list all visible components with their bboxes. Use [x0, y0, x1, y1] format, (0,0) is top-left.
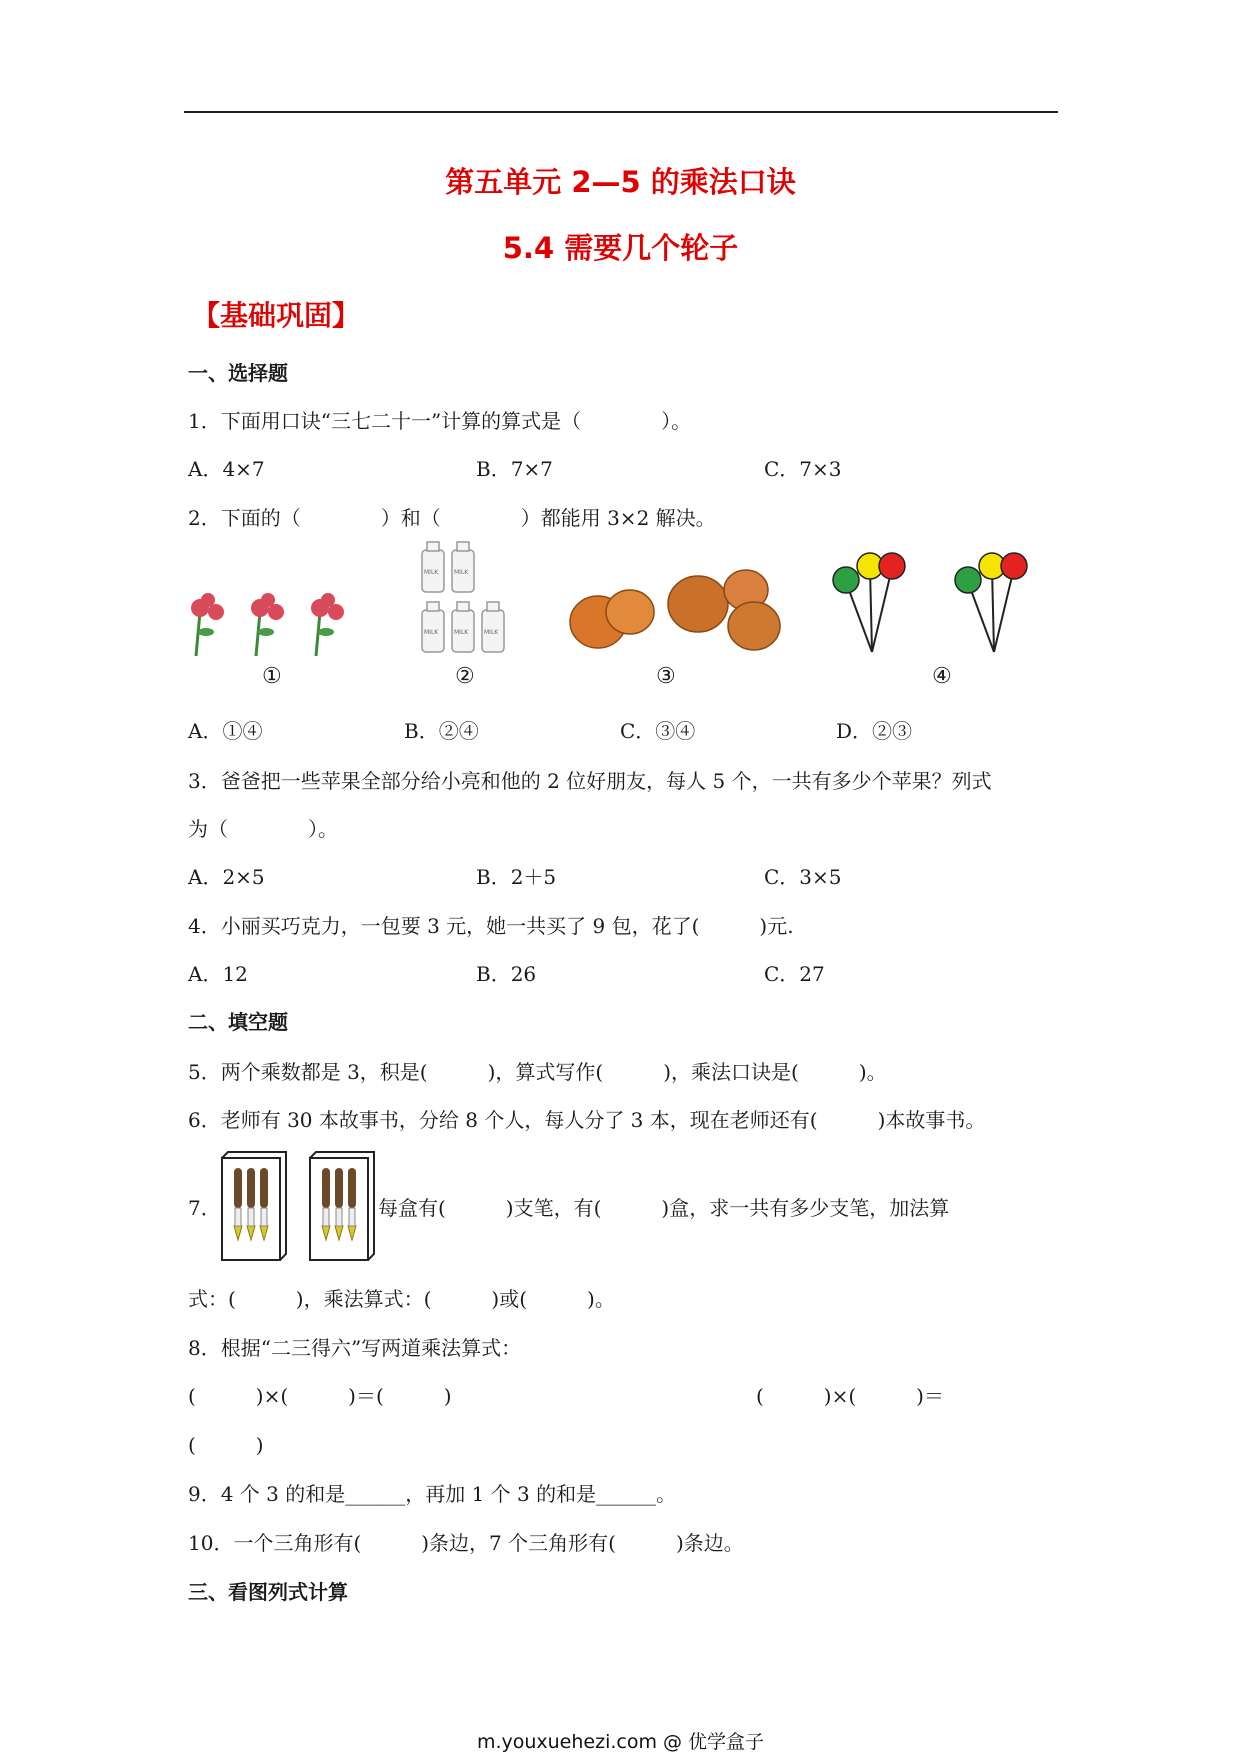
section-picture-title: 三、看图列式计算 [188, 1580, 348, 1604]
q2-option-a: A．①④ [188, 719, 263, 743]
lesson-title: 5.4 需要几个轮子 [502, 231, 739, 265]
milk-bottles-picture [416, 540, 526, 660]
q8-equation-2-result: ( ) [188, 1433, 264, 1457]
flowers-picture [186, 590, 370, 660]
q3-option-b: B．2＋5 [476, 865, 557, 889]
section-choice-title: 一、选择题 [188, 361, 288, 385]
q1-option-a: A．4×7 [188, 457, 265, 481]
bottle-label: MILK [424, 629, 439, 636]
question-2: 2．下面的（ ）和（ ）都能用 3×2 解决。 [188, 506, 716, 530]
q1-option-b: B．7×7 [476, 457, 553, 481]
q4-option-a: A．12 [188, 962, 248, 986]
picture-label-2: ② [455, 664, 475, 689]
header-rule [184, 111, 1058, 113]
question-7-number: 7． [188, 1196, 221, 1220]
q2-option-b: B．②④ [404, 719, 479, 743]
question-8: 8．根据“二三得六”写两道乘法算式： [188, 1336, 522, 1360]
q2-option-d: D．②③ [836, 719, 913, 743]
question-7-line-2: 式：( )，乘法算式：( )或( )。 [188, 1287, 615, 1311]
unit-title: 第五单元 2—5 的乘法口诀 [445, 165, 796, 199]
balloons-picture [830, 552, 1050, 654]
q1-option-c: C．7×3 [764, 457, 842, 481]
question-3-line-1: 3．爸爸把一些苹果全部分给小亮和他的 2 位好朋友，每人 5 个，一共有多少个苹果？列式 [188, 769, 992, 793]
question-7-line-1: 每盒有( )支笔，有( )盒，求一共有多少支笔，加法算 [378, 1196, 950, 1220]
question-1: 1．下面用口诀“三七二十一”计算的算式是（ ）。 [188, 409, 692, 433]
q8-equation-2: ( )×( )＝ [756, 1384, 944, 1408]
picture-label-1: ① [262, 664, 282, 689]
q8-equation-1: ( )×( )＝( ) [188, 1384, 452, 1408]
question-4: 4．小丽买巧克力，一包要 3 元，她一共买了 9 包，花了( )元. [188, 914, 794, 938]
pen-boxes-picture [220, 1150, 380, 1262]
footer-watermark: m.youxuehezi.com @ 优学盒子 [476, 1731, 765, 1753]
bottle-label: MILK [484, 629, 499, 636]
bottle-label: MILK [424, 569, 439, 576]
question-9: 9．4 个 3 的和是______，再加 1 个 3 的和是______。 [188, 1482, 677, 1506]
section-badge: 【基础巩固】 [192, 299, 361, 332]
section-fill-title: 二、填空题 [188, 1010, 288, 1034]
question-3-line-2: 为（ ）。 [188, 817, 338, 841]
q4-option-c: C．27 [764, 962, 825, 986]
picture-label-3: ③ [656, 664, 676, 689]
question-6: 6．老师有 30 本故事书，分给 8 个人，每人分了 3 本，现在老师还有( )本故事书。 [188, 1108, 986, 1132]
q3-option-a: A．2×5 [188, 865, 265, 889]
bottle-label: MILK [454, 629, 469, 636]
q2-option-c: C．③④ [620, 719, 696, 743]
picture-label-4: ④ [932, 664, 952, 689]
bottle-label: MILK [454, 569, 469, 576]
flower-group [191, 593, 344, 656]
question-5: 5．两个乘数都是 3，积是( )，算式写作( )，乘法口诀是( )。 [188, 1060, 887, 1084]
mooncakes-picture [568, 560, 788, 660]
q3-option-c: C．3×5 [764, 865, 842, 889]
question-10: 10．一个三角形有( )条边，7 个三角形有( )条边。 [188, 1531, 744, 1555]
q4-option-b: B．26 [476, 962, 537, 986]
